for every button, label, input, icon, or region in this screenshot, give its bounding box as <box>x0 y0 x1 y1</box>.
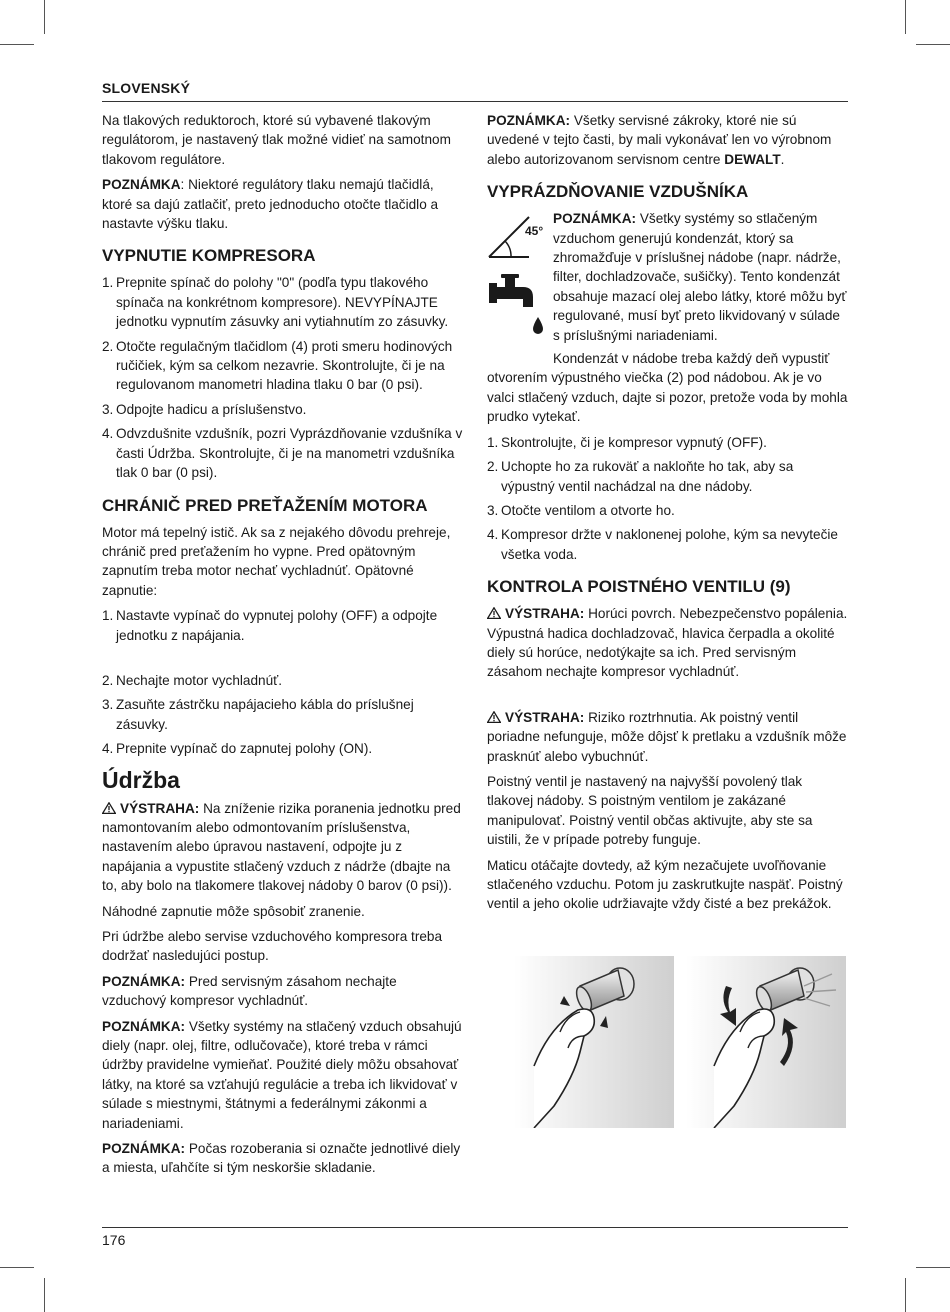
note-label: POZNÁMKA: <box>102 1141 186 1157</box>
warning-triangle-icon <box>487 711 501 723</box>
note-text: Počas rozoberania si označte jednotlivé diely a miesta, uľahčíte si tým neskoršie skladanie. <box>102 1141 461 1176</box>
spacer <box>487 688 849 708</box>
list-item <box>102 671 464 690</box>
list-item <box>102 695 464 734</box>
tilt-drain-icon <box>487 213 547 339</box>
header-divider <box>102 101 848 102</box>
step-text: Odvzdušnite vzdušník, pozri Vyprázdňovanie vzdušníka v časti Údržba. Skontrolujte, či je na manometri vzdušníka tlak 0 bar (0 psi). <box>116 426 463 481</box>
note-text: Všetky systémy so stlačeným vzduchom generujú kondenzát, ktorý sa zhromažďuje v príslušnej nádobe (napr. nádrže, filter, dochladzovače, sušičky). Tento kondenzát obsahuje mazací olej alebo látky, ktoré môžu byť regulované, musí byť preto likvidovaný v súlade s príslušnými nariadeniami. <box>553 211 847 343</box>
section-title-drain: VYPRÁZDŇOVANIE VZDUŠNÍKA <box>487 182 749 202</box>
list-item <box>487 433 849 452</box>
warning-label: VÝSTRAHA: <box>505 709 585 725</box>
crop-mark <box>916 1267 950 1268</box>
note-label: POZNÁMKA: <box>102 973 186 989</box>
warning-label: VÝSTRAHA: <box>120 800 200 816</box>
intro-paragraph: Na tlakových reduktoroch, ktoré sú vybavené tlakovým regulátorom, je nastavený tlak možné vidieť na samotnom tlakovom regulátore. <box>102 113 451 167</box>
note-label: POZNÁMKA: <box>102 1018 186 1034</box>
note-paragraph <box>102 1139 464 1178</box>
step-text: Odpojte hadicu a príslušenstvo. <box>116 401 307 417</box>
step-number: 1. <box>102 608 114 624</box>
warning-paragraph <box>102 799 464 896</box>
warning-paragraph <box>487 604 849 682</box>
step-number: 3. <box>102 697 114 713</box>
brand-name: DEWALT <box>724 151 781 167</box>
note-label: POZNÁMKA <box>102 177 181 193</box>
overload-steps-b <box>102 671 464 759</box>
list-item <box>102 739 464 758</box>
valve-paragraph: Poistný ventil je nastavený na najvyšší povolený tlak tlakovej nádoby. S poistným ventilom je zakázané manipulovať. Poistný ventil občas aktivujte, aby ste sa uistili, že v prípade potreby funguje. <box>487 773 813 848</box>
warning-text: Na zníženie rizika poranenia jednotku pred namontovaním alebo odmontovaním príslušenstva, nastavením alebo úpravou nastavení, odpojte ju z napájania a vypustite stlačený vzduch z nádrže (dbajte na to, aby bolo na tlakomere tlakovej nádoby 0 barov (0 psi)). <box>102 800 461 894</box>
step-text: Skontrolujte, či je kompresor vypnutý (OFF). <box>501 434 767 450</box>
overload-steps-a <box>102 606 464 645</box>
maintenance-paragraph: Náhodné zapnutie môže spôsobiť zranenie. <box>102 903 365 919</box>
list-item <box>102 337 464 395</box>
maintenance-paragraph: Pri údržbe alebo servise vzduchového kompresora treba dodržať nasledujúci postup. <box>102 929 443 964</box>
safety-valve-illustration <box>514 956 846 1128</box>
angle-label: 45° <box>525 224 544 239</box>
step-text: Nastavte vypínač do vypnutej polohy (OFF) a odpojte jednotku z napájania. <box>116 608 438 643</box>
warning-triangle-icon <box>102 802 116 814</box>
step-text: Kompresor držte v naklonenej polohe, kým sa nevytečie všetka voda. <box>501 527 838 562</box>
warning-text: Horúci povrch. Nebezpečenstvo popálenia. Výpustná hadica dochladzovač, hlavica čerpadla a okolité diely sú horúce, nedotýkajte sa ich. Pred servisným zásahom nechajte kompresor vychladnúť. <box>487 606 848 680</box>
step-text: Otočte ventilom a otvorte ho. <box>501 502 675 518</box>
step-text: Nechajte motor vychladnúť. <box>116 672 283 688</box>
illustration-panel-right <box>686 956 846 1128</box>
step-number: 2. <box>102 672 114 688</box>
drain-steps <box>487 433 849 564</box>
footer-divider <box>102 1227 848 1228</box>
step-number: 2. <box>487 459 499 475</box>
header-language: SLOVENSKÝ <box>102 80 191 96</box>
list-item <box>102 400 464 419</box>
step-number: 3. <box>102 401 114 417</box>
note-label: POZNÁMKA: <box>487 113 571 128</box>
step-number: 2. <box>102 338 114 354</box>
right-column <box>487 111 849 920</box>
step-number: 1. <box>102 275 114 291</box>
step-text: Prepnite spínač do polohy "0" (podľa typu tlakového spínača na konkrétnom kompresore). NEVYPÍNAJTE jednotku vypnutím zásuvky ani vytiahnutím zo zásuvky. <box>116 275 449 330</box>
valve-paragraph: Maticu otáčajte dovtedy, až kým nezačujete uvoľňovanie stlačeného vzduchu. Potom ju zaskrutkujte naspäť. Poistný ventil a jeho okolie udržiavajte vždy čisté a bez prekážok. <box>487 857 843 912</box>
step-text: Uchopte ho za rukoväť a nakloňte ho tak, aby sa výpustný ventil nachádzal na dne nádoby. <box>501 459 794 494</box>
step-text: Otočte regulačným tlačidlom (4) proti smeru hodinových ručičiek, kým sa celkom nezavrie. Skontrolujte, či je na regulovanom manometri hladina tlaku 0 bar (0 psi). <box>116 338 453 393</box>
crop-mark <box>916 44 950 45</box>
drain-block <box>487 209 849 345</box>
note-paragraph <box>487 111 849 169</box>
warning-triangle-icon <box>487 607 501 619</box>
note-text: : Niektoré regulátory tlaku nemajú tlačidlá, ktoré sa dajú zatlačiť, preto jednoducho otočte tlačidlo a nastavte výšku tlaku. <box>102 177 439 232</box>
step-text: Prepnite vypínač do zapnutej polohy (ON). <box>116 741 373 757</box>
list-item <box>102 606 464 645</box>
note-paragraph <box>102 175 464 233</box>
page-number: 176 <box>102 1232 126 1248</box>
crop-mark <box>0 1267 34 1268</box>
list-item <box>487 457 849 496</box>
shutdown-steps <box>102 273 464 482</box>
step-number: 1. <box>487 434 499 450</box>
list-item <box>102 273 464 331</box>
crop-mark <box>44 1278 45 1312</box>
crop-mark <box>44 0 45 34</box>
note-paragraph <box>102 972 464 1011</box>
list-item <box>102 424 464 482</box>
section-title-maintenance: Údržba <box>102 766 180 793</box>
warning-paragraph <box>487 708 849 766</box>
section-title-overload: CHRÁNIČ PRED PREŤAŽENÍM MOTORA <box>102 495 428 515</box>
period: . <box>780 151 785 167</box>
note-label: POZNÁMKA: <box>553 211 637 227</box>
illustration-panel-left <box>514 956 674 1128</box>
list-item <box>487 525 849 564</box>
note-text: Všetky servisné zákroky, ktoré nie sú uvedené v tejto časti, by mali vykonávať len vo výrobnom alebo autorizovanom servisnom centre <box>487 113 832 167</box>
drain-paragraph: Kondenzát v nádobe treba každý deň vypustiť otvorením výpustného viečka (2) pod nádobou. Ak je vo valci stlačený vzduch, dajte si pozor, pretože voda by mohla prudko vytekať. <box>487 351 848 425</box>
warning-label: VÝSTRAHA: <box>505 606 585 622</box>
step-number: 4. <box>487 527 499 543</box>
crop-mark <box>905 1278 906 1312</box>
section-title-shutdown: VYPNUTIE KOMPRESORA <box>102 246 316 266</box>
step-text: Zasuňte zástrčku napájacieho kábla do príslušnej zásuvky. <box>116 697 414 732</box>
note-paragraph <box>102 1017 464 1133</box>
step-number: 4. <box>102 426 114 442</box>
overload-paragraph: Motor má tepelný istič. Ak sa z nejakého dôvodu prehreje, chránič pred preťažením ho vypne. Pred opätovným zapnutím treba motor nechať vychladnúť. Opätovné zapnutie: <box>102 524 451 598</box>
note-text: Všetky systémy na stlačený vzduch obsahujú diely (napr. olej, filtre, odlučovače), ktoré treba v rámci údržby pravidelne vymieňať. Použité diely môžu obsahovať látky, na ktoré sa vzťahujú regulácie a treba ich likvidovať v súlade s miestnymi, štátnymi a federálnymi zákonmi a nariadeniami. <box>102 1018 462 1131</box>
crop-mark <box>905 0 906 34</box>
note-text: Pred servisným zásahom nechajte vzduchový kompresor vychladnúť. <box>102 973 397 1009</box>
step-number: 3. <box>487 502 499 518</box>
crop-mark <box>0 44 34 45</box>
warning-text: Riziko roztrhnutia. Ak poistný ventil poriadne nefunguje, môže dôjsť k pretlaku a vzdušník môže prasknúť alebo vybuchnúť. <box>487 709 847 764</box>
step-number: 4. <box>102 741 114 757</box>
section-title-safety-valve: KONTROLA POISTNÉHO VENTILU (9) <box>487 577 791 597</box>
spacer <box>102 651 464 671</box>
list-item <box>487 501 849 520</box>
left-column <box>102 111 464 1184</box>
